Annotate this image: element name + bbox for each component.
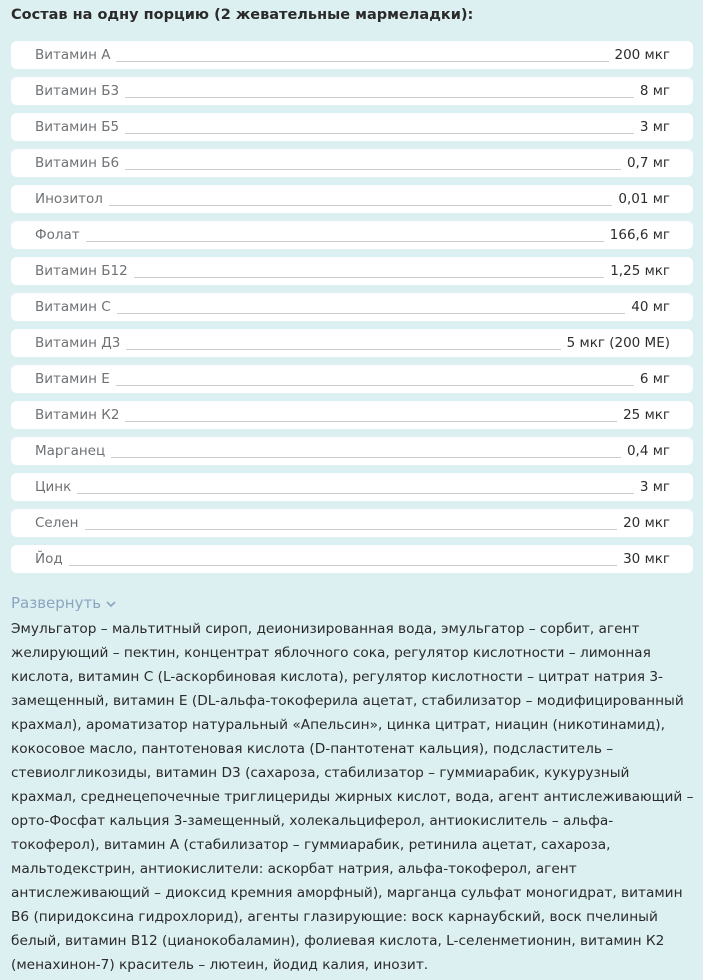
- table-row: [11, 41, 693, 69]
- row-leader: [126, 349, 560, 350]
- row-leader: [125, 421, 617, 422]
- row-value: 0,4 мг: [626, 443, 670, 459]
- row-name: Инозитол: [35, 191, 103, 207]
- row-name: Витамин Д3: [35, 335, 121, 351]
- row-value: 8 мг: [639, 83, 670, 99]
- row-value: 40 мг: [631, 299, 670, 315]
- composition-table: [11, 41, 693, 573]
- row-value: 6 мг: [639, 371, 670, 387]
- table-row: [11, 221, 693, 249]
- table-row: [11, 149, 693, 177]
- row-name: Витамин С: [35, 299, 111, 315]
- table-row: [11, 185, 693, 213]
- row-name: Витамин А: [35, 47, 111, 63]
- row-leader: [117, 313, 626, 314]
- row-name: Селен: [35, 515, 79, 531]
- ingredients-text: Эмульгатор – мальтитный сироп, деионизированная вода, эмульгатор – сорбит, агент желирующий – пектин, концентрат яблочного сока, регулятор кислотности – лимонная кислота, витамин С (L-аскорбиновая кислота), регулятор кислотности – цитрат натрия 3-замещенный, витамин Е (DL-альфа-токоферила ацетат, стабилизатор – модифицированный крахмал), ароматизатор натуральный «Апельсин», цинка цитрат, ниацин (никотинамид), кокосовое масло, пантотеновая кислота (D-пантотенат кальция), подсластитель – стевиолгликозиды, витамин D3 (сахароза, стабилизатор – гуммиарабик, кукурузный крахмал, среднецепочечные триглицериды жирных кислот, вода, агент антислеживающий – орто-Фосфат кальция 3-замещенный, холекальциферол, антиокислитель – альфа-токоферол), витамин А (стабилизатор – гуммиарабик, ретинила ацетат, сахароза, мальтодекстрин, антиокислители: аскорбат натрия, альфа-токоферол, агент антислеживающий – диоксид кремния аморфный), марганца сульфат моногидрат, витамин В6 (пиридоксина гидрохлорид), агенты глазирующие: воск карнаубский, воск пчелиный белый, витамин В12 (цианокобаламин), фолиевая кислота, L-селенметионин, витамин К2 (менахинон-7) краситель – лютеин, йодид калия, инозит.: [11, 621, 694, 973]
- table-row: [11, 293, 693, 321]
- expand-label: Развернуть: [11, 594, 102, 612]
- row-value: 0,7 мг: [626, 155, 670, 171]
- row-leader: [116, 61, 608, 62]
- table-row: [11, 365, 693, 393]
- table-row: [11, 257, 693, 285]
- row-name: Витамин Б5: [35, 119, 120, 135]
- row-value: 30 мкг: [623, 551, 670, 567]
- row-name: Марганец: [35, 443, 106, 459]
- row-name: Фолат: [35, 227, 80, 243]
- table-row: [11, 509, 693, 537]
- row-leader: [111, 457, 621, 458]
- row-value: 3 мг: [639, 119, 670, 135]
- row-name: Витамин К2: [35, 407, 120, 423]
- row-name: Витамин Б3: [35, 83, 120, 99]
- row-leader: [125, 133, 634, 134]
- row-name: Витамин Б6: [35, 155, 120, 171]
- row-name: Йод: [35, 551, 63, 567]
- row-leader: [109, 205, 612, 206]
- table-row: [11, 545, 693, 573]
- row-leader: [69, 565, 617, 566]
- table-row: [11, 437, 693, 465]
- table-row: [11, 113, 693, 141]
- composition-title: Состав на одну порцию (2 жевательные мармеладки):: [11, 7, 474, 23]
- row-leader: [134, 277, 605, 278]
- row-leader: [85, 529, 618, 530]
- row-value: 166,6 мг: [609, 227, 670, 243]
- expand-button[interactable]: [11, 593, 116, 613]
- chevron-down-icon: [106, 601, 116, 608]
- row-value: 3 мг: [639, 479, 670, 495]
- row-leader: [125, 97, 634, 98]
- row-value: 1,25 мкг: [610, 263, 670, 279]
- row-leader: [125, 169, 621, 170]
- table-row: [11, 329, 693, 357]
- table-row: [11, 401, 693, 429]
- row-leader: [86, 241, 604, 242]
- row-value: 5 мкг (200 МЕ): [566, 335, 670, 351]
- row-value: 200 мкг: [614, 47, 670, 63]
- row-name: Витамин Е: [35, 371, 110, 387]
- row-leader: [77, 493, 634, 494]
- row-value: 20 мкг: [623, 515, 670, 531]
- row-name: Цинк: [35, 479, 72, 495]
- table-row: [11, 473, 693, 501]
- row-value: 25 мкг: [623, 407, 670, 423]
- row-name: Витамин Б12: [35, 263, 128, 279]
- table-row: [11, 77, 693, 105]
- row-leader: [116, 385, 634, 386]
- row-value: 0,01 мг: [618, 191, 670, 207]
